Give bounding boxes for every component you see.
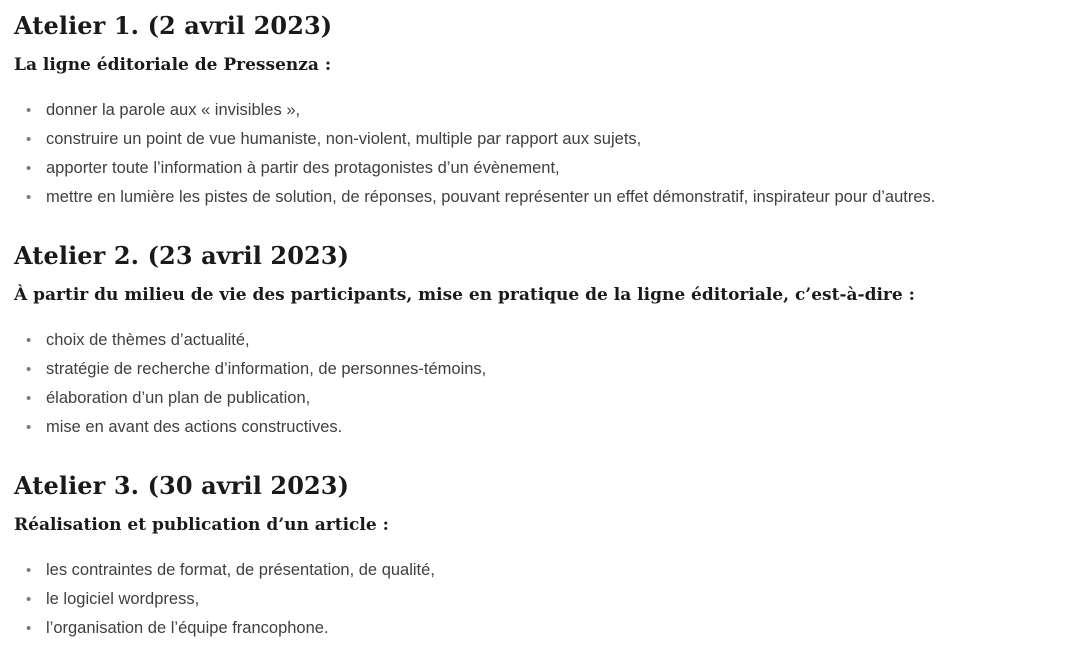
section-title: Atelier 2. (23 avril 2023) xyxy=(14,241,350,271)
list-item: • l’organisation de l’équipe francophone. xyxy=(24,614,1063,643)
list-item: • construire un point de vue humaniste, non-violent, multiple par rapport aux sujets, xyxy=(24,125,1063,154)
bullet-list xyxy=(14,326,1063,442)
list-item: • choix de thèmes d’actualité, xyxy=(24,326,1063,355)
list-item: • apporter toute l’information à partir des protagonistes d’un évènement, xyxy=(24,154,1063,183)
bullet-list xyxy=(14,96,1063,212)
section-title: Atelier 1. (2 avril 2023) xyxy=(14,11,333,40)
list-item: • stratégie de recherche d’information, de personnes-témoins, xyxy=(24,355,1063,384)
section-subtitle: La ligne éditoriale de Pressenza : xyxy=(14,54,332,75)
list-item: • élaboration d’un plan de publication, xyxy=(24,384,1063,413)
section-title: Atelier 3. (30 avril 2023) xyxy=(14,471,350,501)
list-item: • donner la parole aux « invisibles », xyxy=(24,96,1063,125)
list-item: • les contraintes de format, de présentation, de qualité, xyxy=(24,556,1063,585)
section-subtitle: À partir du milieu de vie des participants, mise en pratique de la ligne éditoriale, c’est-à-dire : xyxy=(14,284,915,305)
section-atelier-2 xyxy=(14,242,1063,442)
list-item: • mise en avant des actions constructives. xyxy=(24,413,1063,442)
section-subtitle: Réalisation et publication d’un article : xyxy=(14,514,389,535)
section-atelier-3 xyxy=(14,472,1063,643)
bullet-list xyxy=(14,556,1063,643)
section-atelier-1 xyxy=(14,12,1063,212)
list-item: • mettre en lumière les pistes de solution, de réponses, pouvant représenter un effet démonstratif, inspirateur pour d’autres. xyxy=(24,183,1063,212)
list-item: • le logiciel wordpress, xyxy=(24,585,1063,614)
